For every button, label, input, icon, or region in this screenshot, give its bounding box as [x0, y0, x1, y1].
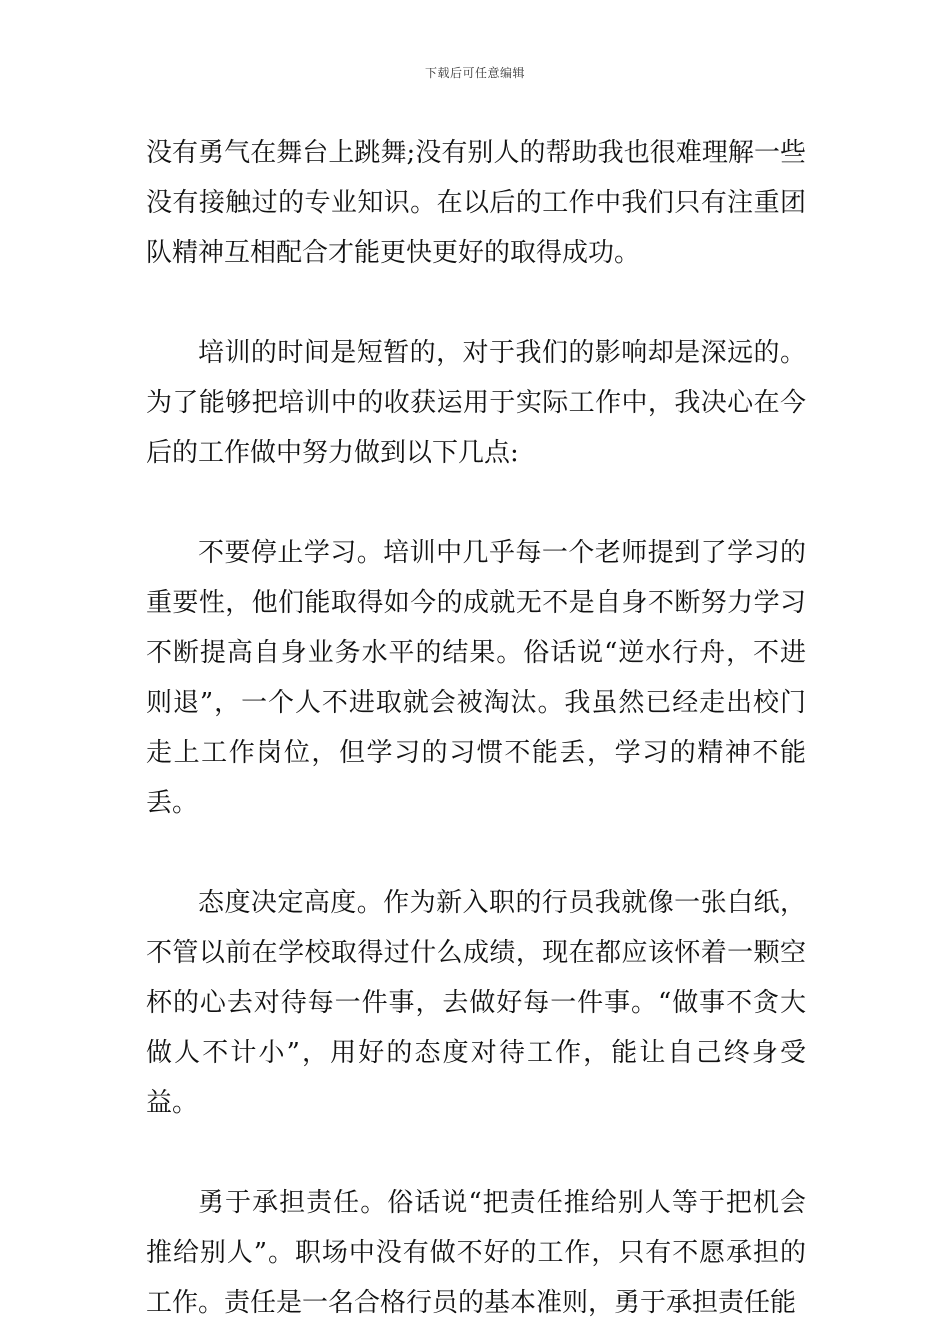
paragraph-gap	[146, 828, 806, 878]
paragraph-gap	[146, 1128, 806, 1178]
document-body	[146, 128, 806, 1328]
paragraph-2: 培训的时间是短暂的，对于我们的影响却是深远的。为了能够把培训中的收获运用于实际工作中，我决心在今后的工作做中努力做到以下几点:	[146, 338, 806, 468]
paragraph-5: 勇于承担责任。俗话说“把责任推给别人等于把机会推给别人”。职场中没有做不好的工作，只有不愿承担的工作。责任是一名合格行员的基本准则，勇于承担责任能	[146, 1188, 806, 1318]
paragraph-3: 不要停止学习。培训中几乎每一个老师提到了学习的重要性，他们能取得如今的成就无不是自身不断努力学习不断提高自身业务水平的结果。俗话说“逆水行舟，不进则退”，一个人不进取就会被淘汰。我虽然已经走出校门走上工作岗位，但学习的习惯不能丢，学习的精神不能丢。	[146, 538, 806, 818]
paragraph-gap	[146, 278, 806, 328]
paragraph-4: 态度决定高度。作为新入职的行员我就像一张白纸，不管以前在学校取得过什么成绩，现在都应该怀着一颗空杯的心去对待每一件事，去做好每一件事。“做事不贪大做人不计小”，用好的态度对待工作，能让自己终身受益。	[146, 888, 806, 1118]
page-header: 下载后可任意编辑	[424, 66, 525, 80]
paragraph-gap	[146, 478, 806, 528]
paragraph-1: 没有勇气在舞台上跳舞;没有别人的帮助我也很难理解一些没有接触过的专业知识。在以后的工作中我们只有注重团队精神互相配合才能更快更好的取得成功。	[146, 138, 806, 268]
